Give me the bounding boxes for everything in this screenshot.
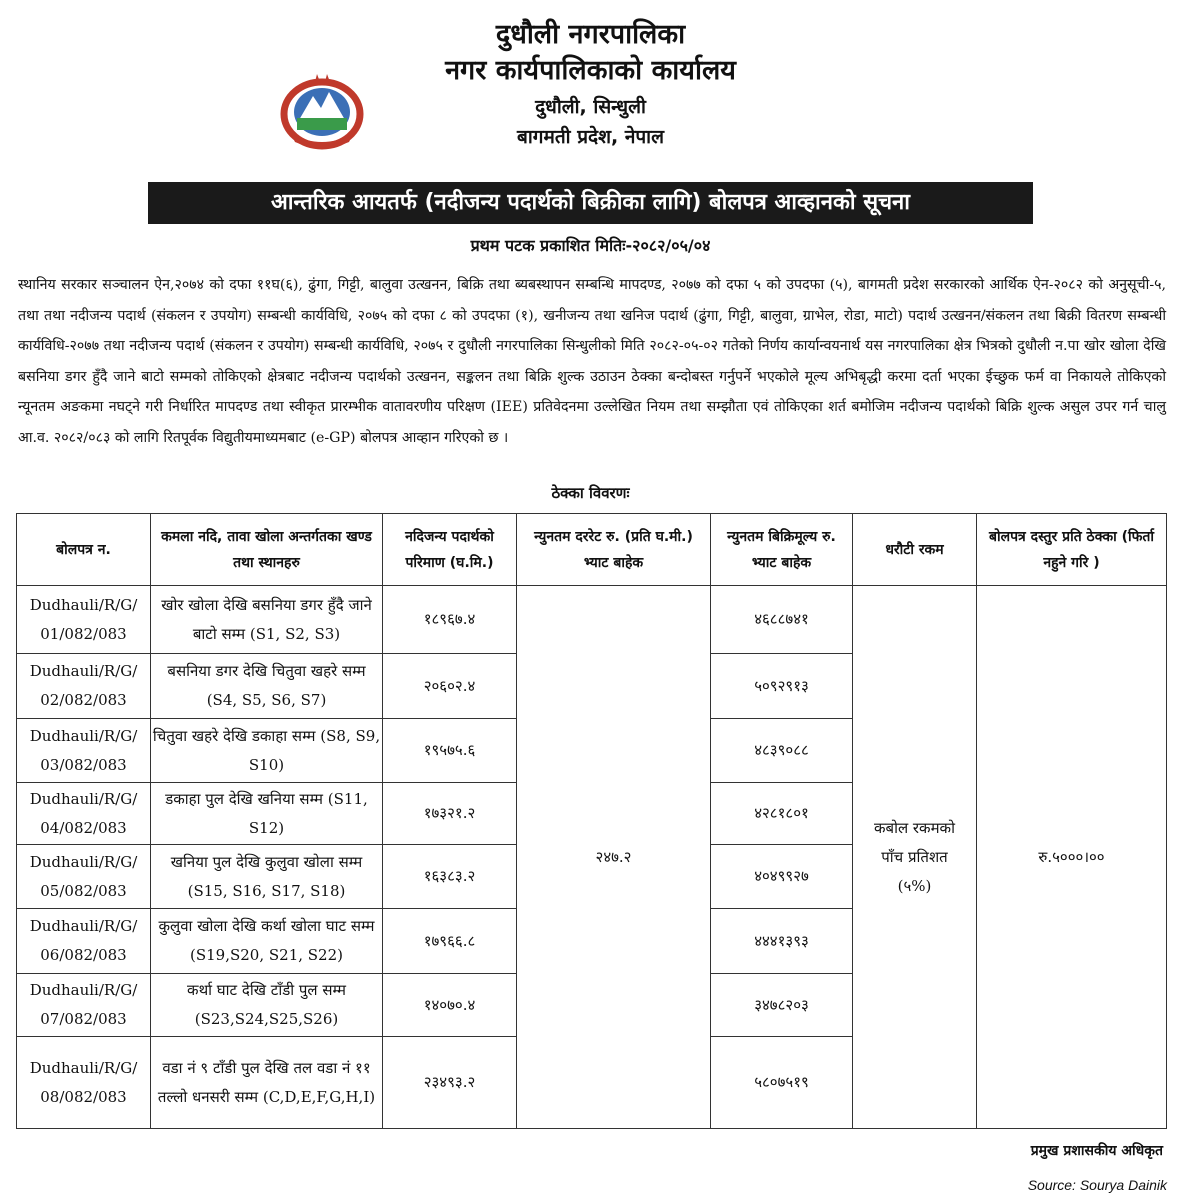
- fee-cell: रु.५०००।००: [977, 586, 1167, 1129]
- table-header-row: [17, 514, 1167, 586]
- org-name: दुधौली नगरपालिका: [495, 19, 686, 50]
- org-province: बागमती प्रदेश, नेपाल: [517, 126, 664, 148]
- header-quantity: नदिजन्य पदार्थको परिमाण (घ.मि.): [383, 514, 517, 586]
- min-rate-cell: २४७.२: [517, 586, 711, 1129]
- bid-no-cell: Dudhauli/R/G/ 02/082/083: [17, 654, 151, 719]
- location-cell: बसनिया डगर देखि चितुवा खहरे सम्म (S4, S5, S6, S7): [151, 654, 383, 719]
- notice-title: आन्तरिक आयतर्फ (नदीजन्य पदार्थको बिक्रीका लागि) बोलपत्र आव्हानको सूचना: [148, 182, 1033, 224]
- min-sale-cell: ४२८१८०१: [711, 783, 853, 845]
- min-sale-cell: ४४४१३९३: [711, 909, 853, 974]
- table-row: [17, 586, 1167, 654]
- bid-no-cell: Dudhauli/R/G/ 08/082/083: [17, 1037, 151, 1129]
- bid-no-cell: Dudhauli/R/G/ 07/082/083: [17, 974, 151, 1037]
- quantity-cell: १७३२१.२: [383, 783, 517, 845]
- source-credit: Source: Sourya Dainik: [1027, 1177, 1167, 1193]
- contract-details-label: ठेक्का विवरणः: [551, 484, 630, 502]
- quantity-cell: १९५७५.६: [383, 719, 517, 783]
- org-office: नगर कार्यपालिकाको कार्यालय: [445, 55, 736, 86]
- quantity-cell: १८९६७.४: [383, 586, 517, 654]
- location-cell: खनिया पुल देखि कुलुवा खोला सम्म (S15, S16, S17, S18): [151, 845, 383, 909]
- bid-no-cell: Dudhauli/R/G/ 06/082/083: [17, 909, 151, 974]
- location-cell: डकाहा पुल देखि खनिया सम्म (S11, S12): [151, 783, 383, 845]
- header-bid-no: बोलपत्र न.: [17, 514, 151, 586]
- location-cell: चितुवा खहरे देखि डकाहा सम्म (S8, S9, S10): [151, 719, 383, 783]
- header-location: कमला नदि, तावा खोला अन्तर्गतका खण्ड तथा स्थानहरु: [151, 514, 383, 586]
- header-min-sale: न्युनतम बिक्रिमूल्य रु. भ्याट बाहेक: [711, 514, 853, 586]
- header-fee: बोलपत्र दस्तुर प्रति ठेक्का (फिर्ता नहुने गरि ): [977, 514, 1167, 586]
- quantity-cell: १७९६६.८: [383, 909, 517, 974]
- min-sale-cell: ३४७८२०३: [711, 974, 853, 1037]
- letterhead: [0, 18, 1181, 152]
- min-sale-cell: ५८०७५१९: [711, 1037, 853, 1129]
- quantity-cell: २३४९३.२: [383, 1037, 517, 1129]
- location-cell: खोर खोला देखि बसनिया डगर हुँदै जाने बाटो सम्म (S1, S2, S3): [151, 586, 383, 654]
- location-cell: कर्था घाट देखि टाँडी पुल सम्म (S23,S24,S25,S26): [151, 974, 383, 1037]
- published-date: प्रथम पटक प्रकाशित मितिः-२०८२/०५/०४: [470, 236, 711, 255]
- contracts-table: [16, 513, 1167, 1129]
- bid-no-cell: Dudhauli/R/G/ 01/082/083: [17, 586, 151, 654]
- deposit-cell: कबोल रकमको पाँच प्रतिशत (५%): [853, 586, 977, 1129]
- bid-no-cell: Dudhauli/R/G/ 04/082/083: [17, 783, 151, 845]
- min-sale-cell: ४०४९९२७: [711, 845, 853, 909]
- quantity-cell: २०६०२.४: [383, 654, 517, 719]
- location-cell: वडा नं ९ टाँडी पुल देखि तल वडा नं ११ तल्लो धनसरी सम्म (C,D,E,F,G,H,I): [151, 1037, 383, 1129]
- nepal-emblem-icon: [277, 68, 367, 150]
- bid-no-cell: Dudhauli/R/G/ 03/082/083: [17, 719, 151, 783]
- org-address: दुधौली, सिन्धुली: [535, 96, 646, 118]
- header-min-rate: न्युनतम दररेट रु. (प्रति घ.मी.) भ्याट बाहेक: [517, 514, 711, 586]
- min-sale-cell: ४६८८७४१: [711, 586, 853, 654]
- quantity-cell: १४०७०.४: [383, 974, 517, 1037]
- min-sale-cell: ४८३९०८८: [711, 719, 853, 783]
- min-sale-cell: ५०९२९१३: [711, 654, 853, 719]
- header-deposit: धरौटी रकम: [853, 514, 977, 586]
- signature-title: प्रमुख प्रशासकीय अधिकृत: [1030, 1143, 1163, 1159]
- location-cell: कुलुवा खोला देखि कर्था खोला घाट सम्म (S19,S20, S21, S22): [151, 909, 383, 974]
- notice-body: स्थानिय सरकार सञ्चालन ऐन,२०७४ को दफा ११घ(६), ढुंगा, गिट्टी, बालुवा उत्खनन, बिक्रि तथा ब्यबस्थापन सम्बन्धि मापदण्ड, २०७७ को दफा ५ को उपदफा (५), बागमती प्रदेश सरकारको आर्थिक ऐन-२०८२ को अनुसूची-५, तथा तथा नदीजन्य पदार्थ (संकलन र उपयोग) सम्बन्धी कार्यविधि, २०७५ को दफा ८ को उपदफा (१), खनीजन्य तथा खनिज पदार्थ (ढुंगा, गिट्टी, बालुवा, ग्राभेल, रोडा, माटो) पदार्थ उत्खनन/संकलन तथा बिक्री वितरण सम्बन्धी कार्यविधि-२०७७ तथा नदीजन्य पदार्थ (संकलन र उपयोग) सम्बन्धी कार्यविधि, २०७५ र दुधौली नगरपालिका सिन्धुलीको मिति २०८२-०५-०२ गतेको निर्णय कार्यान्वयनार्थ यस नगरपालिका क्षेत्र भित्रको दुधौली न.पा खोर खोला देखि बसनिया डगर हुँदै जाने बाटो सम्मको तोकिएको क्षेत्रबाट नदीजन्य पदार्थको उत्खनन, सङ्कलन तथा बिक्रि शुल्क उठाउन ठेक्का बन्दोबस्त गर्नुपर्ने भएकोले मूल्य अभिबृद्धी करमा दर्ता भएका ईच्छुक फर्म वा निकायले तोकिएको न्यूनतम अङकमा नघट्ने गरी निर्धारित मापदण्ड तथा स्वीकृत प्रारम्भीक वातावरणीय परिक्षण (IEE) प्रतिवेदनमा उल्लेखित नियम तथा सम्झौता एवं तोकिएका शर्त बमोजिम नदीजन्य पदार्थको बिक्रि शुल्क असुल उपर गर्न चालु आ.व. २०८२/०८३ को लागि रितपूर्वक विद्युतीयमाध्यमबाट (e-GP) बोलपत्र आव्हान गरिएको छ ।: [18, 277, 1166, 446]
- quantity-cell: १६३८३.२: [383, 845, 517, 909]
- bid-no-cell: Dudhauli/R/G/ 05/082/083: [17, 845, 151, 909]
